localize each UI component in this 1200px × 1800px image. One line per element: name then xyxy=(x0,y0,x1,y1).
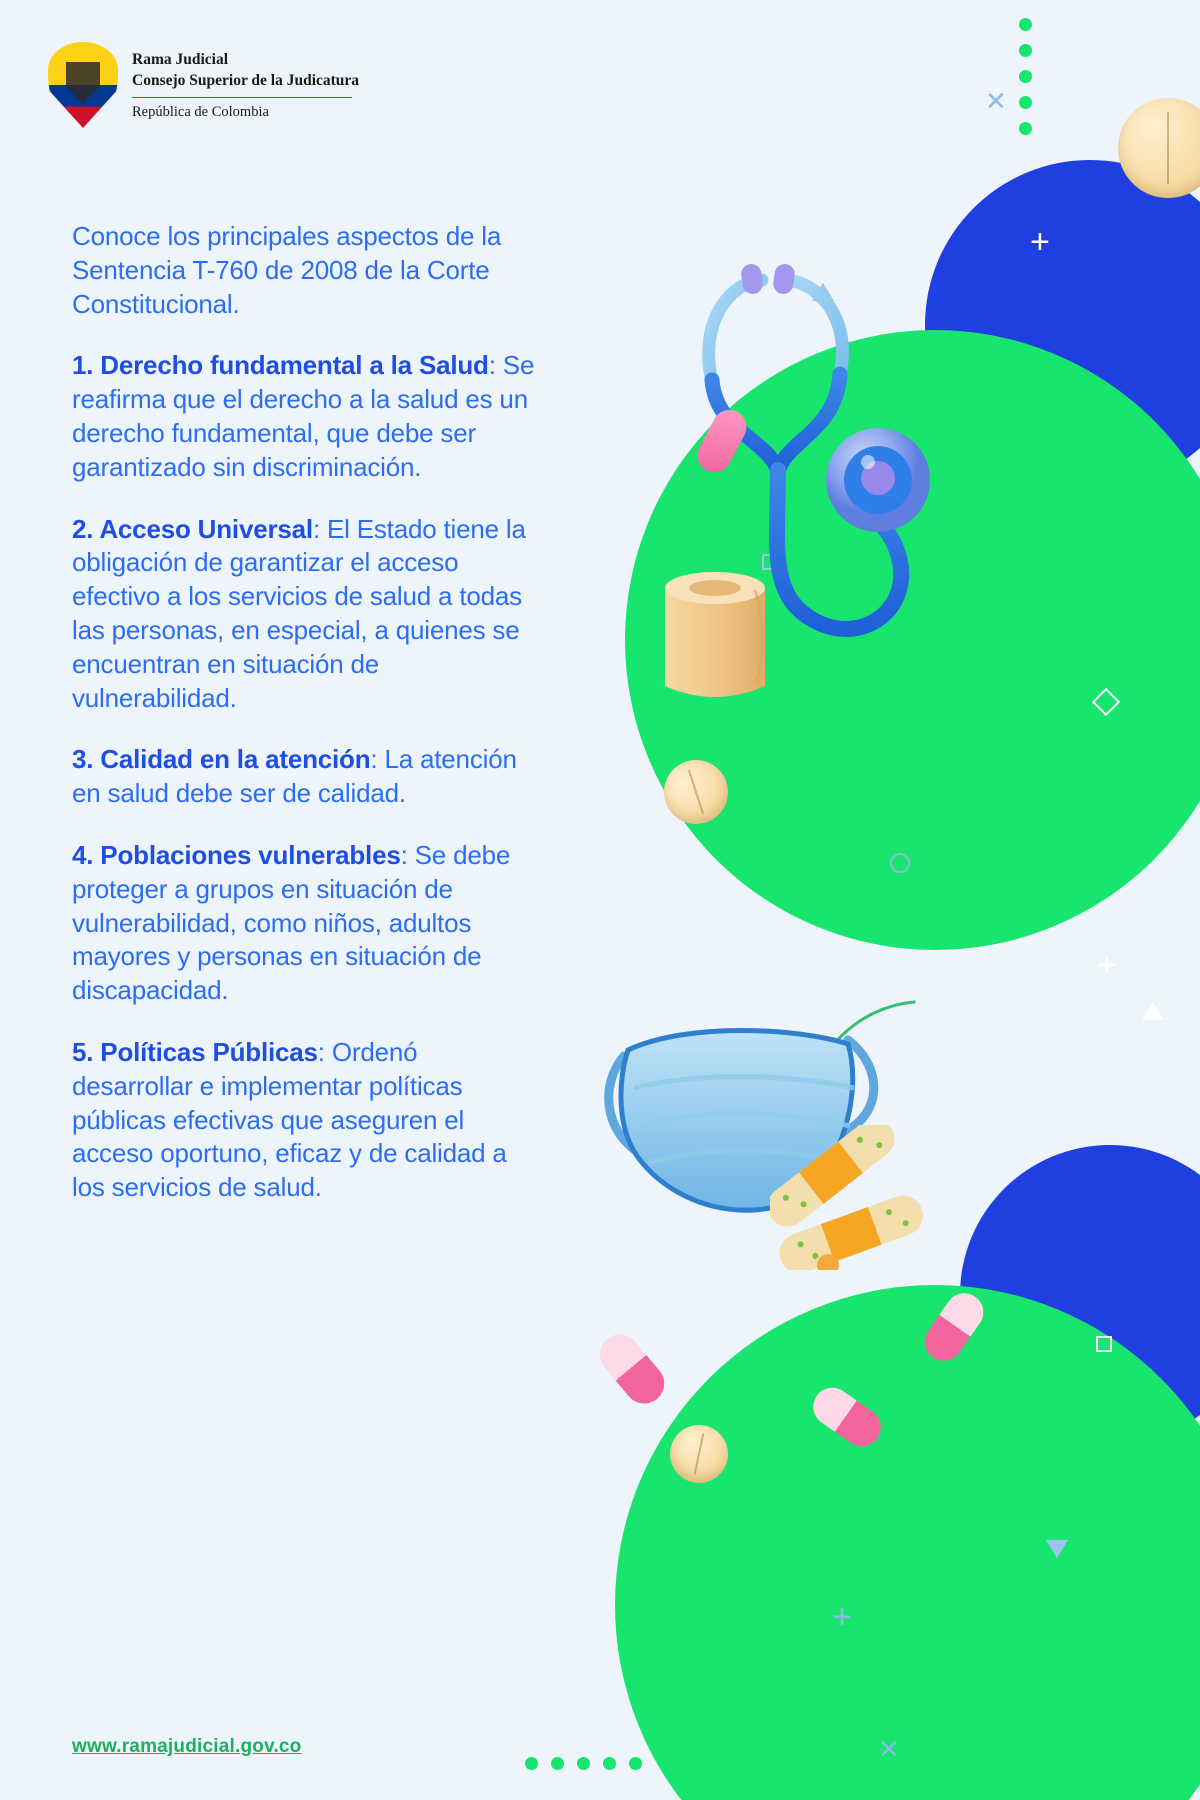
plus-shape-icon: + xyxy=(1097,946,1117,984)
list-item-title: 1. Derecho fundamental a la Salud xyxy=(72,350,489,381)
colombia-flag-shield-icon xyxy=(48,42,118,128)
list-item-text: : Se reafirma que el derecho a la salud es un derecho fundamental, que debe ser garantizado sin discriminación. xyxy=(72,350,535,482)
institution-country: República de Colombia xyxy=(132,104,269,121)
list-item-text: : Ordenó desarrollar e implementar políticas públicas efectivas que aseguren el acceso oportuno, eficaz y de calidad a los servicios de salud. xyxy=(72,1036,507,1203)
lead-paragraph: Conoce los principales aspectos de la Sentencia T-760 de 2008 de la Corte Constitucional. xyxy=(72,221,502,319)
list-item-text: : El Estado tiene la obligación de garantizar el acceso efectivo a los servicios de salud a todas las personas, en especial, a quienes se encuentran en situación de vulnerabilidad. xyxy=(72,513,526,713)
logo-header xyxy=(48,42,359,128)
x-shape-icon: ✕ xyxy=(985,86,1007,116)
circle-shape-icon xyxy=(890,853,910,873)
band-aid-illustration xyxy=(770,1125,940,1270)
main-content xyxy=(72,220,542,1205)
website-url-link[interactable]: www.ramajudicial.gov.co xyxy=(72,1736,302,1757)
plus-shape-icon: + xyxy=(832,1598,852,1636)
list-item-title: 5. Políticas Públicas xyxy=(72,1036,318,1067)
institution-titles xyxy=(132,42,359,121)
decorative-green-circle-bottom xyxy=(615,1285,1200,1800)
decorative-dots-horizontal xyxy=(525,1757,642,1770)
list-item-title: 2. Acceso Universal xyxy=(72,513,313,544)
triangle-down-shape-icon xyxy=(1046,1540,1068,1558)
list-item-title: 4. Poblaciones vulnerables xyxy=(72,839,401,870)
institution-name-line2: Consejo Superior de la Judicatura xyxy=(132,71,360,89)
list-item-title: 3. Calidad en la atención xyxy=(72,744,371,775)
bandage-roll-illustration xyxy=(655,560,775,710)
pill-illustration xyxy=(592,1326,673,1411)
list-item-text: : La atención en salud debe ser de calidad. xyxy=(72,744,517,809)
square-shape-icon xyxy=(1096,1336,1112,1352)
list-item-text: : Se debe proteger a grupos en situación de vulnerabilidad, como niños, adultos mayores y personas en situación de discapacidad. xyxy=(72,839,511,1006)
list-item xyxy=(72,1036,542,1205)
list-item xyxy=(72,743,542,811)
list-item xyxy=(72,513,542,716)
title-divider xyxy=(132,97,352,99)
list-item xyxy=(72,839,542,1008)
x-shape-icon: ✕ xyxy=(878,1734,900,1764)
decorative-dots-vertical xyxy=(1019,18,1032,148)
list-item xyxy=(72,349,542,484)
institution-name-line1: Rama Judicial xyxy=(132,51,229,68)
triangle-shape-icon xyxy=(1142,1002,1164,1020)
plus-shape-icon: + xyxy=(1030,223,1050,261)
